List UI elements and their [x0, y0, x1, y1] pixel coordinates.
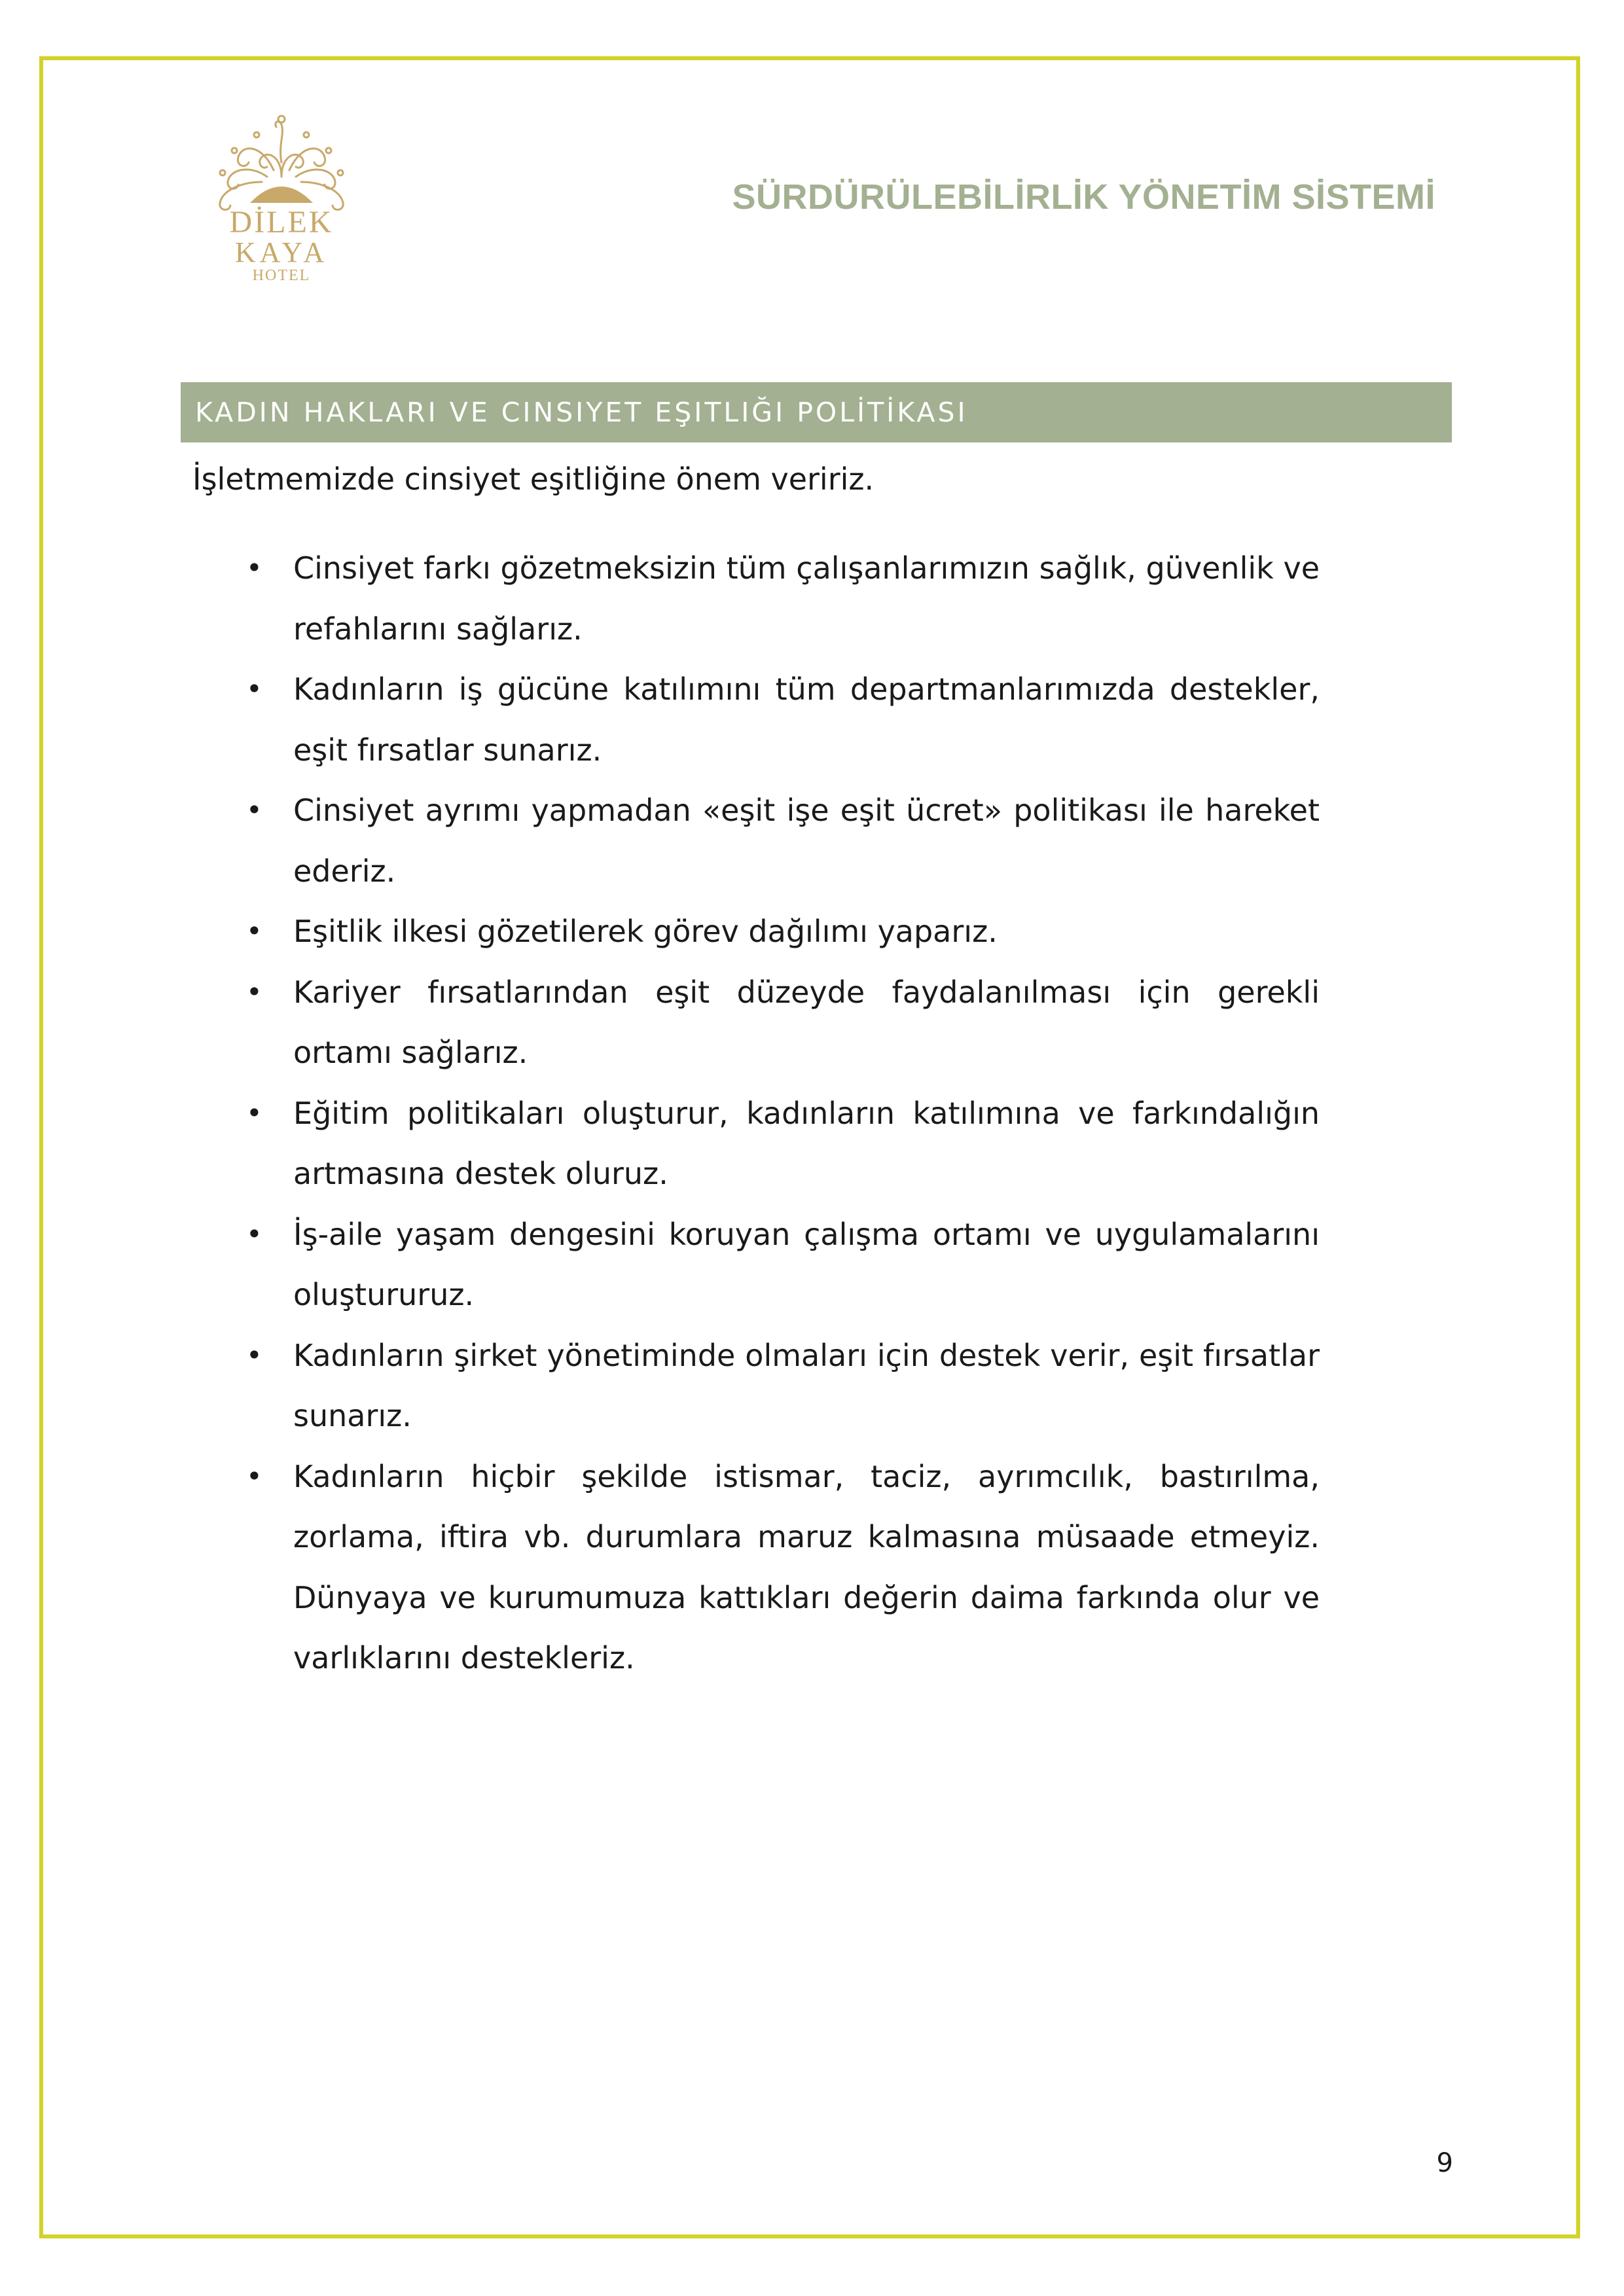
policy-text: Kariyer fırsatlarından eşit düzeyde faydalanılması için gerekli ortamı sağlarız.: [293, 974, 1320, 1070]
policy-text: İş-aile yaşam dengesini koruyan çalışma ortamı ve uygulamalarını oluştururuz.: [293, 1216, 1320, 1312]
list-item: [246, 1083, 1320, 1204]
bullet-icon: •: [246, 552, 262, 584]
policy-text: Eğitim politikaları oluşturur, kadınların katılımına ve farkındalığın artmasına destek oluruz.: [293, 1095, 1320, 1191]
intro-paragraph: İşletmemizde cinsiyet eşitliğine önem veririz.: [192, 461, 875, 497]
bullet-icon: •: [246, 673, 262, 705]
hotel-logo: [196, 105, 367, 288]
logo-line-1: DİLEK: [229, 205, 334, 240]
policy-text: Kadınların şirket yönetiminde olmaları için destek verir, eşit fırsatlar sunarız.: [293, 1337, 1320, 1433]
list-item: [246, 1204, 1320, 1325]
bullet-icon: •: [246, 794, 262, 826]
list-item: [246, 962, 1320, 1083]
list-item: [246, 780, 1320, 901]
list-item: [246, 538, 1320, 659]
bullet-icon: •: [246, 975, 262, 1008]
policy-list: [246, 538, 1320, 1689]
bullet-icon: •: [246, 1338, 262, 1371]
bullet-icon: •: [246, 1460, 262, 1492]
bullet-icon: •: [246, 915, 262, 947]
list-item: [246, 1325, 1320, 1446]
list-item: [246, 901, 1320, 962]
list-item: [246, 1446, 1320, 1689]
policy-text: Kadınların hiçbir şekilde istismar, taciz, ayrımcılık, bastırılma, zorlama, iftira vb. durumlara maruz kalmasına müsaade etmeyiz. Dünyaya ve kurumumuza kattıkları değerin daima farkında olur ve varlıklarını destekleriz.: [293, 1458, 1320, 1676]
list-item: [246, 659, 1320, 780]
section-title: KADIN HAKLARI VE CINSIYET EŞITLIĞI POLİTİKASI: [195, 397, 968, 428]
policy-text: Cinsiyet farkı gözetmeksizin tüm çalışanlarımızın sağlık, güvenlik ve refahlarını sağlarız.: [293, 550, 1320, 647]
section-banner: [181, 382, 1452, 442]
logo-line-3: HOTEL: [252, 267, 311, 284]
bullet-icon: •: [246, 1096, 262, 1129]
page-number: 9: [1436, 2148, 1453, 2178]
policy-text: Cinsiyet ayrımı yapmadan «eşit işe eşit ücret» politikası ile hareket ederiz.: [293, 793, 1320, 889]
logo-line-2: KAYA: [234, 236, 329, 268]
policy-text: Kadınların iş gücüne katılımını tüm departmanlarımızda destekler, eşit fırsatlar sunarız.: [293, 672, 1320, 768]
policy-text: Eşitlik ilkesi gözetilerek görev dağılımı yaparız.: [293, 914, 998, 949]
bullet-icon: •: [246, 1217, 262, 1250]
header-title: SÜRDÜRÜLEBİLİRLİK YÖNETİM SİSTEMİ: [732, 177, 1435, 217]
